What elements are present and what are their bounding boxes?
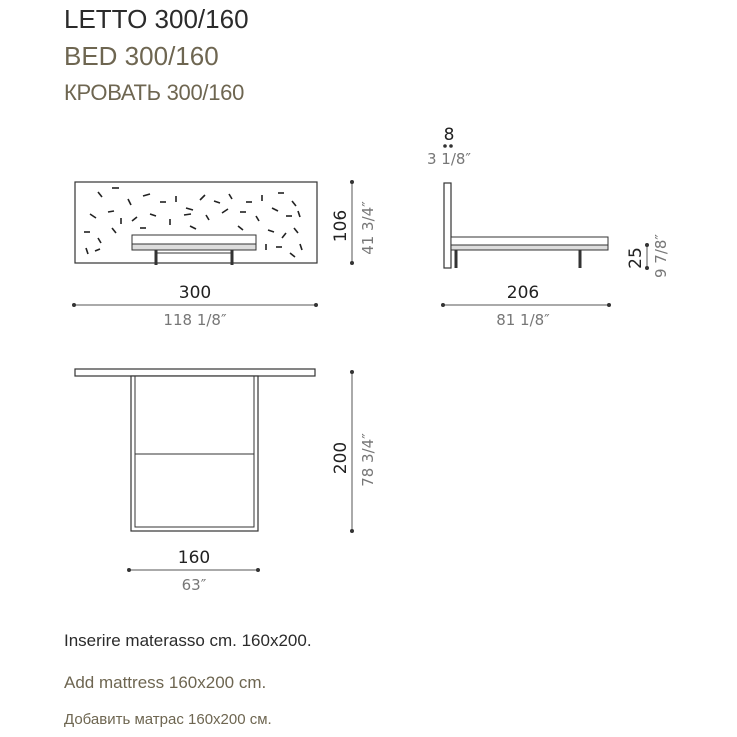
title-russian: КРОВАТЬ 300/160 — [64, 80, 245, 105]
mattress-front — [132, 235, 256, 244]
bedframe-side — [451, 245, 608, 250]
side-view — [427, 125, 670, 329]
headboard-side — [444, 183, 451, 268]
front-view — [72, 180, 377, 329]
top-length-in: 78 3/4″ — [359, 433, 377, 487]
top-length-dimension — [331, 370, 377, 533]
front-height-dimension — [331, 180, 377, 265]
side-depth-dimension — [441, 283, 611, 329]
side-depth-in: 81 1/8″ — [496, 311, 550, 329]
headboard-front — [75, 182, 317, 263]
mattress-side — [451, 237, 608, 245]
front-height-cm: 106 — [331, 209, 351, 243]
top-width-dimension — [127, 548, 260, 594]
title-italian: LETTO 300/160 — [64, 4, 249, 34]
top-width-cm: 160 — [177, 548, 211, 568]
front-width-dimension — [72, 283, 318, 329]
frame-height-cm: 25 — [626, 247, 646, 269]
note-italian: Inserire materasso cm. 160x200. — [64, 631, 312, 650]
frame-height-dimension — [626, 234, 670, 278]
side-depth-cm: 206 — [506, 283, 540, 303]
top-view — [75, 369, 377, 594]
title-english: BED 300/160 — [64, 41, 219, 71]
note-russian: Добавить матрас 160x200 см. — [64, 711, 272, 728]
headboard-top — [75, 369, 315, 376]
front-width-cm: 300 — [178, 283, 212, 303]
headboard-thickness-in: 3 1/8″ — [426, 150, 472, 168]
front-width-in: 118 1/8″ — [163, 311, 227, 329]
front-height-in: 41 3/4″ — [359, 201, 377, 255]
headboard-thickness-cm: 8 — [443, 125, 455, 145]
top-width-in: 63″ — [181, 576, 207, 594]
top-length-cm: 200 — [331, 441, 351, 475]
note-english: Add mattress 160x200 cm. — [64, 673, 267, 692]
frame-height-in: 9 7/8″ — [652, 233, 670, 279]
bedframe-front — [132, 244, 256, 250]
headboard-thickness-dimension — [427, 125, 471, 168]
